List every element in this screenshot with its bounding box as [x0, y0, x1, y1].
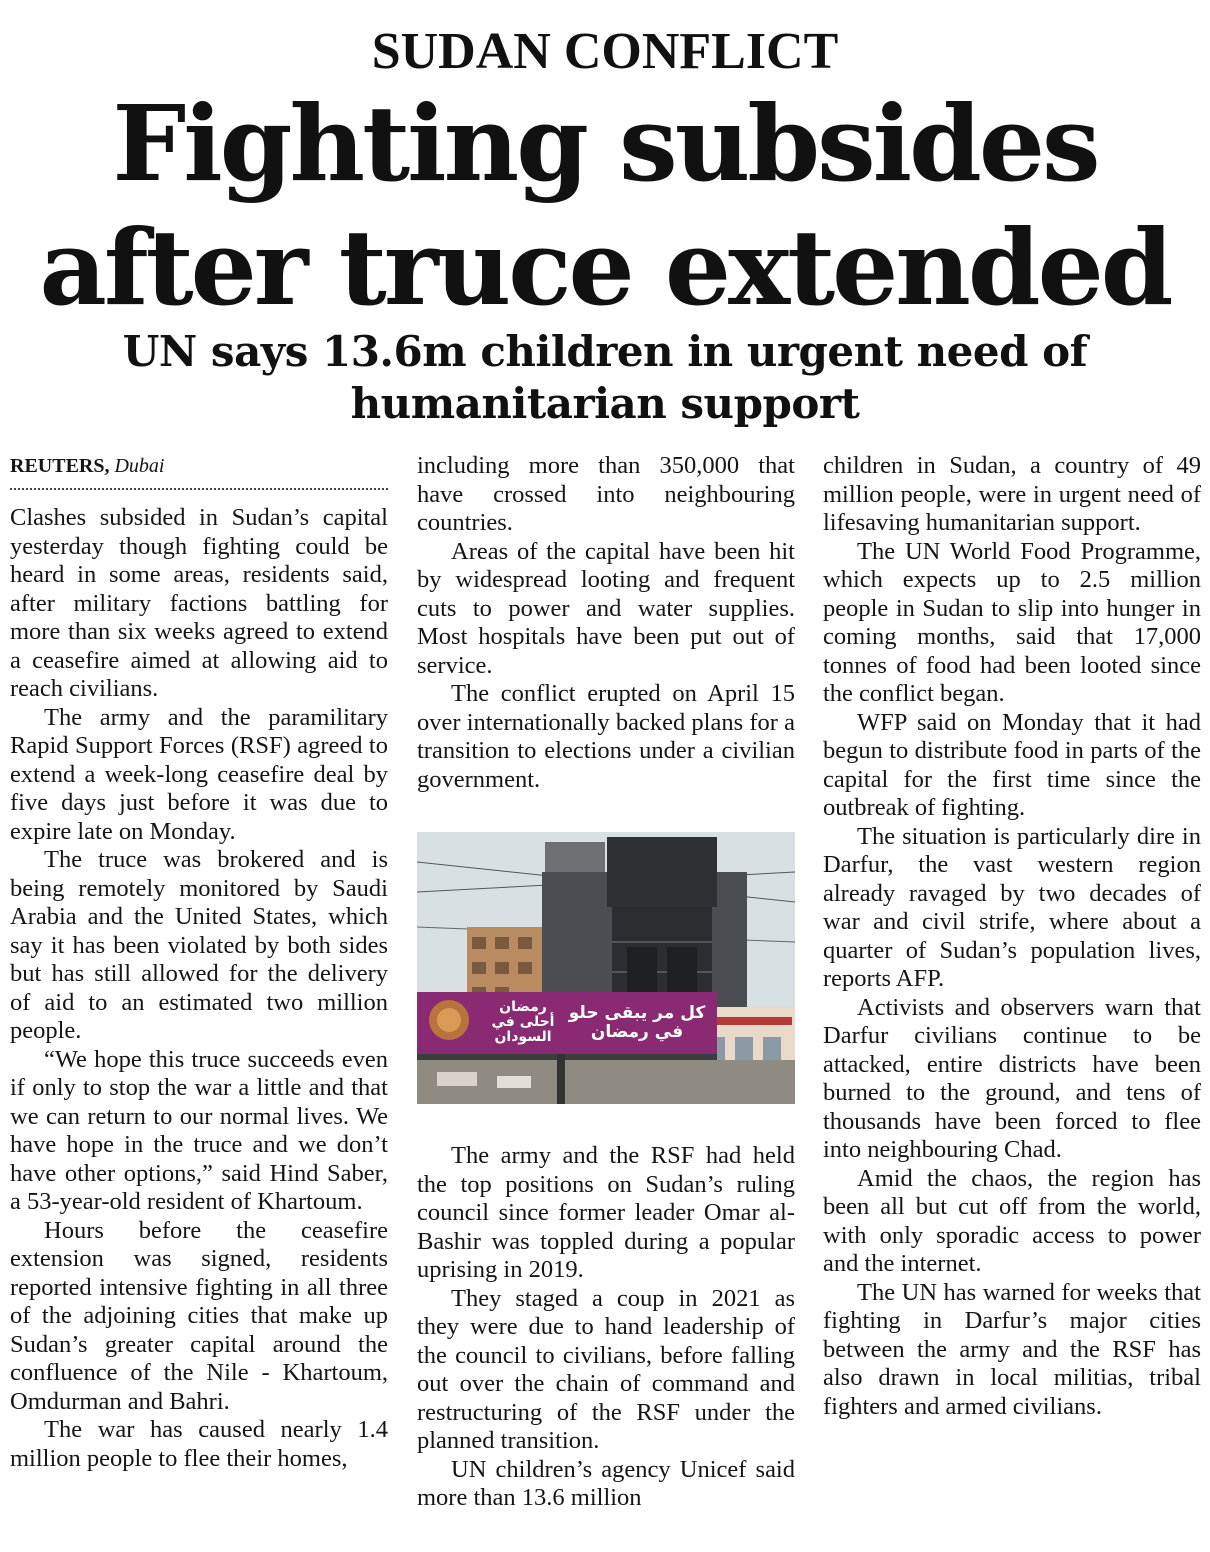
paragraph: “We hope this truce succeeds even if only to stop the war a little and that we can return to our normal lives. We have hope in the truce and we don’t have other options,” said Hind Saber, a 53-year-old resident of Khartoum. [10, 1045, 388, 1215]
billboard-text-left: رمضان أحلى في السودان [491, 999, 555, 1045]
paragraph: The conflict erupted on April 15 over internationally backed plans for a transition to elections under a civilian government. [417, 680, 795, 793]
billboard-text-right: كل مر يبقى حلو في رمضان [568, 1003, 706, 1042]
byline-place: Dubai [114, 455, 165, 477]
news-photo [417, 832, 795, 1104]
paragraph: The situation is particularly dire in Darfur, the vast western region already ravaged by two decades of war and civil strife, where about a quarter of Sudan’s population lives, reports AFP. [823, 822, 1201, 992]
paragraph: Clashes subsided in Sudan’s capital yesterday though fighting could be heard in some areas, residents said, after military factions battling for more than six weeks agreed to extend a ceasefire aimed at allowing aid to reach civilians. [10, 504, 388, 702]
column-2 [417, 452, 795, 1513]
paragraph: children in Sudan, a country of 49 million people, were in urgent need of lifesaving humanitarian support. [823, 452, 1201, 536]
paragraph: Areas of the capital have been hit by widespread looting and frequent cuts to power and water supplies. Most hospitals have been put out of service. [417, 537, 795, 679]
paragraph: The truce was brokered and is being remotely monitored by Saudi Arabia and the United States, which say it has been violated by both sides but has still allowed for the delivery of aid to an estimated two million people. [10, 846, 388, 1044]
headline-line-1: Fighting subsides [112, 82, 1098, 205]
paragraph: The army and the RSF had held the top positions on Sudan’s ruling council since former leader Omar al-Bashir was toppled during a popular uprising in 2019. [417, 1142, 795, 1283]
paragraph: Activists and observers warn that Darfur civilians continue to be attacked, entire districts have been burned to the ground, and tens of thousands have been forced to flee into neighbouring Chad. [823, 993, 1201, 1163]
paragraph: The UN World Food Programme, which expects up to 2.5 million people in Sudan to slip into hunger in coming months, said that 17,000 tonnes of food had been looted since the conflict began. [823, 537, 1201, 707]
subheadline [0, 326, 1210, 430]
paragraph: The war has caused nearly 1.4 million people to flee their homes, [10, 1416, 388, 1472]
byline [10, 452, 388, 490]
paragraph: UN children’s agency Unicef said more than 13.6 million [417, 1455, 795, 1511]
paragraph: Amid the chaos, the region has been all but cut off from the world, with only sporadic access to power and the internet. [823, 1164, 1201, 1277]
subheadline-line-1: UN says 13.6m children in urgent need of [122, 327, 1088, 376]
paragraph: The UN has warned for weeks that fighting in Darfur’s major cities between the army and the RSF has also drawn in local militias, tribal fighters and armed civilians. [823, 1278, 1201, 1420]
paragraph: Hours before the ceasefire extension was signed, residents reported intensive fighting in all three of the adjoining cities that make up Sudan’s greater capital around the confluence of the Nile - Khartoum, Omdurman and Bahri. [10, 1216, 388, 1415]
headline [0, 82, 1210, 330]
column-1 [10, 452, 388, 1473]
photo-illustration [417, 832, 795, 1104]
column-3 [823, 452, 1201, 1421]
byline-agency: REUTERS, [10, 455, 110, 477]
paragraph: including more than 350,000 that have crossed into neighbouring countries. [417, 452, 795, 536]
paragraph: The army and the paramilitary Rapid Support Forces (RSF) agreed to extend a week-long ceasefire deal by five days just before it was due to expire late on Monday. [10, 703, 388, 845]
subheadline-line-2: humanitarian support [350, 379, 860, 428]
section-kicker: SUDAN CONFLICT [371, 23, 839, 80]
headline-line-2: after truce extended [39, 206, 1171, 329]
paragraph: They staged a coup in 2021 as they were due to hand leadership of the council to civilians, before falling out over the chain of command and restructuring of the RSF under the planned transition. [417, 1284, 795, 1454]
paragraph: WFP said on Monday that it had begun to distribute food in parts of the capital for the first time since the outbreak of fighting. [823, 708, 1201, 821]
